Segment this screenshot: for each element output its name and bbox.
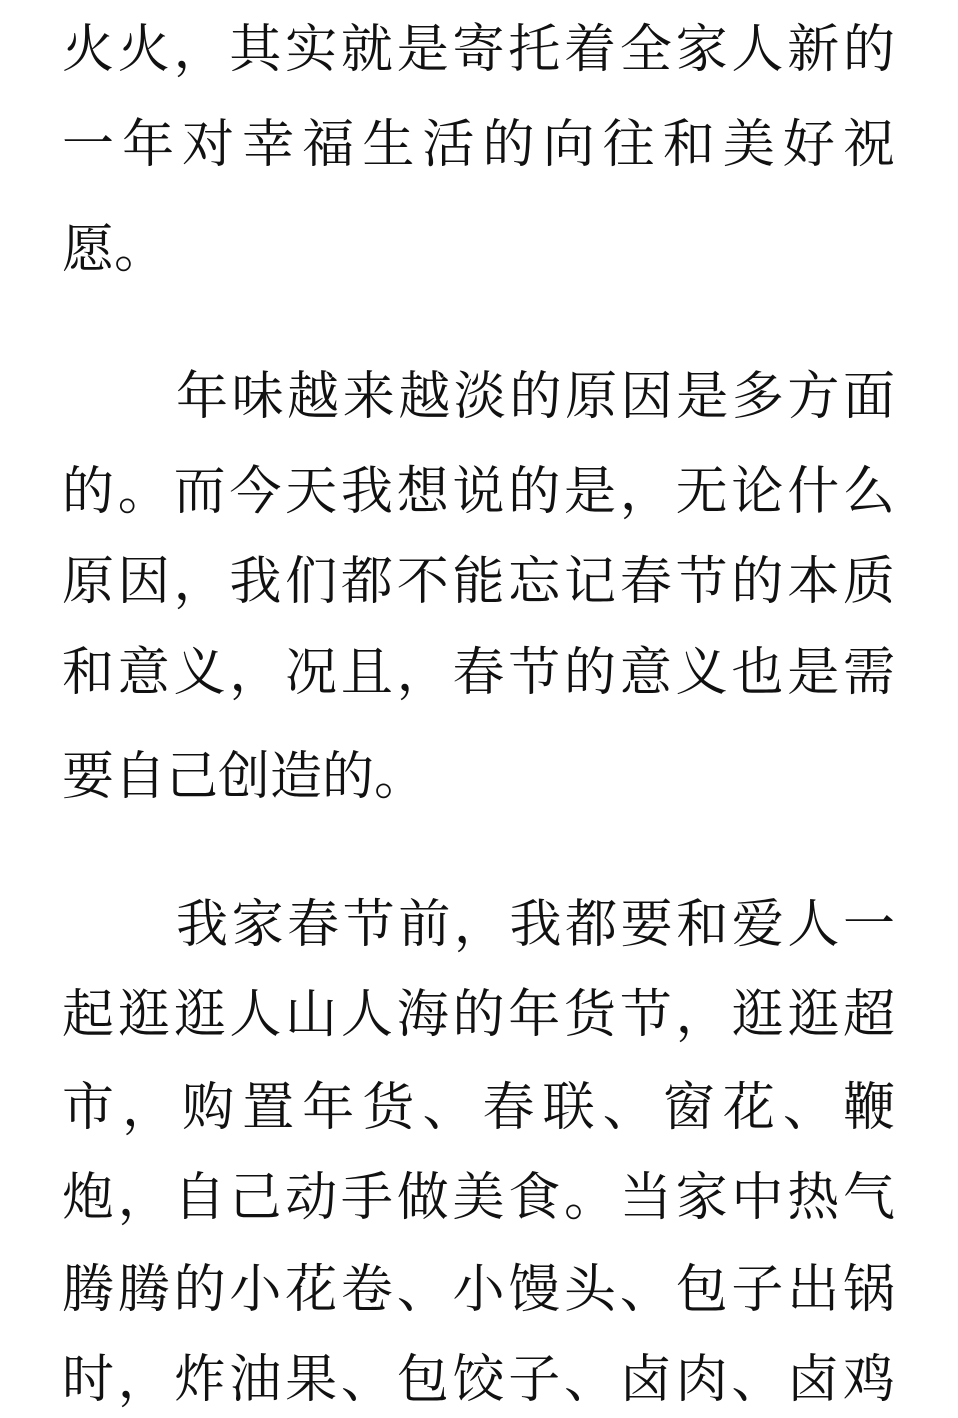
paragraph-1-line-3: 愿。 [62, 220, 167, 280]
paragraph-3-line-2: 起逛逛人山人海的年货节，逛逛超 [62, 985, 895, 1045]
paragraph-2-line-3: 原因，我们都不能忘记春节的本质 [62, 552, 895, 612]
paragraph-1-line-2: 一年对幸福生活的向往和美好祝 [62, 115, 895, 175]
paragraph-3-line-3: 市，购置年货、春联、窗花、鞭 [62, 1078, 895, 1138]
paragraph-3-line-4: 炮，自己动手做美食。当家中热气 [62, 1168, 895, 1228]
paragraph-3-line-1: 我家春节前，我都要和爱人一 [176, 895, 895, 955]
paragraph-3-line-6: 时，炸油果、包饺子、卤肉、卤鸡 [62, 1350, 895, 1410]
paragraph-2-line-4: 和意义，况且，春节的意义也是需 [62, 643, 895, 703]
paragraph-2-line-1: 年味越来越淡的原因是多方面 [176, 367, 895, 427]
paragraph-1-line-1: 火火，其实就是寄托着全家人新的 [62, 20, 895, 80]
paragraph-2-line-5: 要自己创造的。 [62, 747, 427, 807]
paragraph-2-line-2: 的。而今天我想说的是，无论什么 [62, 462, 895, 522]
paragraph-3-line-5: 腾腾的小花卷、小馒头、包子出锅 [62, 1260, 895, 1320]
